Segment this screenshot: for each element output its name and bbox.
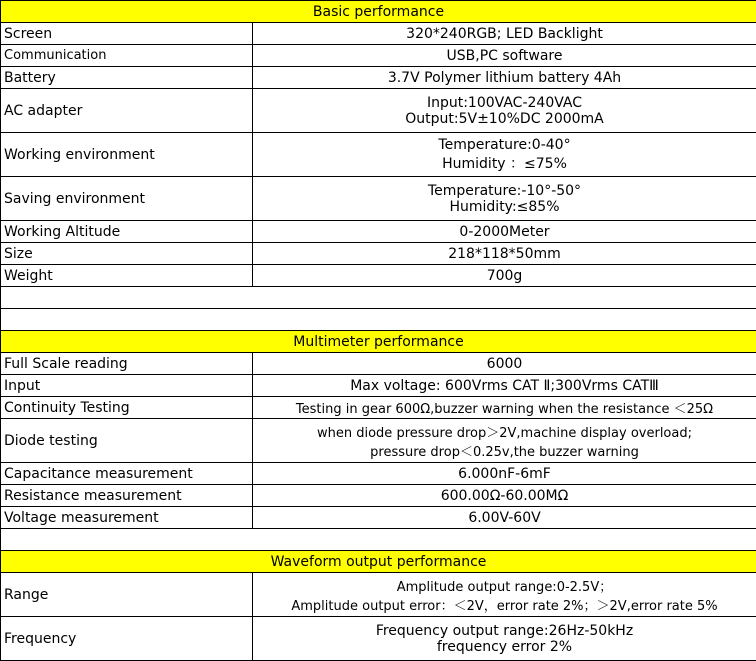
row-label: Continuity Testing bbox=[1, 397, 253, 419]
table-row bbox=[1, 243, 756, 265]
row-label: Input bbox=[1, 375, 253, 397]
table-row bbox=[1, 507, 756, 529]
row-label: Working Altitude bbox=[1, 221, 253, 243]
value-line: frequency error 2% bbox=[256, 639, 753, 655]
table-row bbox=[1, 375, 756, 397]
value-line: Humidity:≤85% bbox=[256, 199, 753, 215]
blank-cell bbox=[1, 529, 756, 551]
section-header-row bbox=[1, 1, 756, 23]
value-line: Input:100VAC-240VAC bbox=[256, 95, 753, 111]
row-label: Working environment bbox=[1, 133, 253, 177]
row-label: Weight bbox=[1, 265, 253, 287]
row-label: Frequency bbox=[1, 617, 253, 661]
table-row bbox=[1, 23, 756, 45]
blank-cell bbox=[1, 309, 756, 331]
value-line: Amplitude output range:0-2.5V； bbox=[256, 576, 753, 595]
row-label: Voltage measurement bbox=[1, 507, 253, 529]
value-line: when diode pressure drop＞2V,machine display overload; bbox=[256, 422, 753, 441]
row-value: 3.7V Polymer lithium battery 4Ah bbox=[253, 67, 756, 89]
section-header-row bbox=[1, 331, 756, 353]
row-label: Communication bbox=[1, 45, 253, 67]
value-line: Frequency output range:26Hz-50kHz bbox=[256, 623, 753, 639]
row-value: 320*240RGB; LED Backlight bbox=[253, 23, 756, 45]
row-value: 6.000nF-6mF bbox=[253, 463, 756, 485]
row-value bbox=[253, 617, 756, 661]
table-row bbox=[1, 265, 756, 287]
row-label: Saving environment bbox=[1, 177, 253, 221]
row-value: USB,PC software bbox=[253, 45, 756, 67]
row-value bbox=[253, 573, 756, 617]
spacer-row bbox=[1, 309, 756, 331]
row-value: 218*118*50mm bbox=[253, 243, 756, 265]
row-value bbox=[253, 419, 756, 463]
section-title-basic: Basic performance bbox=[1, 1, 756, 23]
table-row bbox=[1, 89, 756, 133]
row-value: 600.00Ω-60.00MΩ bbox=[253, 485, 756, 507]
table-row bbox=[1, 177, 756, 221]
value-line: Humidity ：≤75% bbox=[256, 153, 753, 173]
table-row bbox=[1, 221, 756, 243]
row-label: AC adapter bbox=[1, 89, 253, 133]
row-label: Resistance measurement bbox=[1, 485, 253, 507]
table-row bbox=[1, 45, 756, 67]
row-value: 0-2000Meter bbox=[253, 221, 756, 243]
row-label: Capacitance measurement bbox=[1, 463, 253, 485]
row-label: Size bbox=[1, 243, 253, 265]
row-value bbox=[253, 177, 756, 221]
value-line: Temperature:0-40° bbox=[256, 137, 753, 153]
row-label: Screen bbox=[1, 23, 253, 45]
value-line: Temperature:-10°-50° bbox=[256, 183, 753, 199]
table-row bbox=[1, 397, 756, 419]
row-value: Testing in gear 600Ω,buzzer warning when the resistance ＜25Ω bbox=[253, 397, 756, 419]
row-label: Diode testing bbox=[1, 419, 253, 463]
table-row bbox=[1, 617, 756, 661]
table-row bbox=[1, 463, 756, 485]
row-value: 700g bbox=[253, 265, 756, 287]
value-line: Amplitude output error：＜2V，error rate 2%；＞2V,error rate 5% bbox=[256, 595, 753, 614]
row-label: Battery bbox=[1, 67, 253, 89]
table-row bbox=[1, 485, 756, 507]
blank-cell bbox=[1, 287, 756, 309]
value-line: Output:5V±10%DC 2000mA bbox=[256, 111, 753, 127]
row-value bbox=[253, 89, 756, 133]
table-row bbox=[1, 419, 756, 463]
row-value: 6.00V-60V bbox=[253, 507, 756, 529]
section-title-multimeter: Multimeter performance bbox=[1, 331, 756, 353]
spacer-row bbox=[1, 287, 756, 309]
table-row bbox=[1, 573, 756, 617]
row-value bbox=[253, 133, 756, 177]
table-row bbox=[1, 67, 756, 89]
row-label: Full Scale reading bbox=[1, 353, 253, 375]
table-row bbox=[1, 353, 756, 375]
spacer-row bbox=[1, 529, 756, 551]
table-row bbox=[1, 133, 756, 177]
section-header-row bbox=[1, 551, 756, 573]
value-line: pressure drop＜0.25v,the buzzer warning bbox=[256, 441, 753, 460]
section-title-waveform: Waveform output performance bbox=[1, 551, 756, 573]
row-value: Max voltage: 600Vrms CAT Ⅱ;300Vrms CATⅢ bbox=[253, 375, 756, 397]
row-value: 6000 bbox=[253, 353, 756, 375]
row-label: Range bbox=[1, 573, 253, 617]
